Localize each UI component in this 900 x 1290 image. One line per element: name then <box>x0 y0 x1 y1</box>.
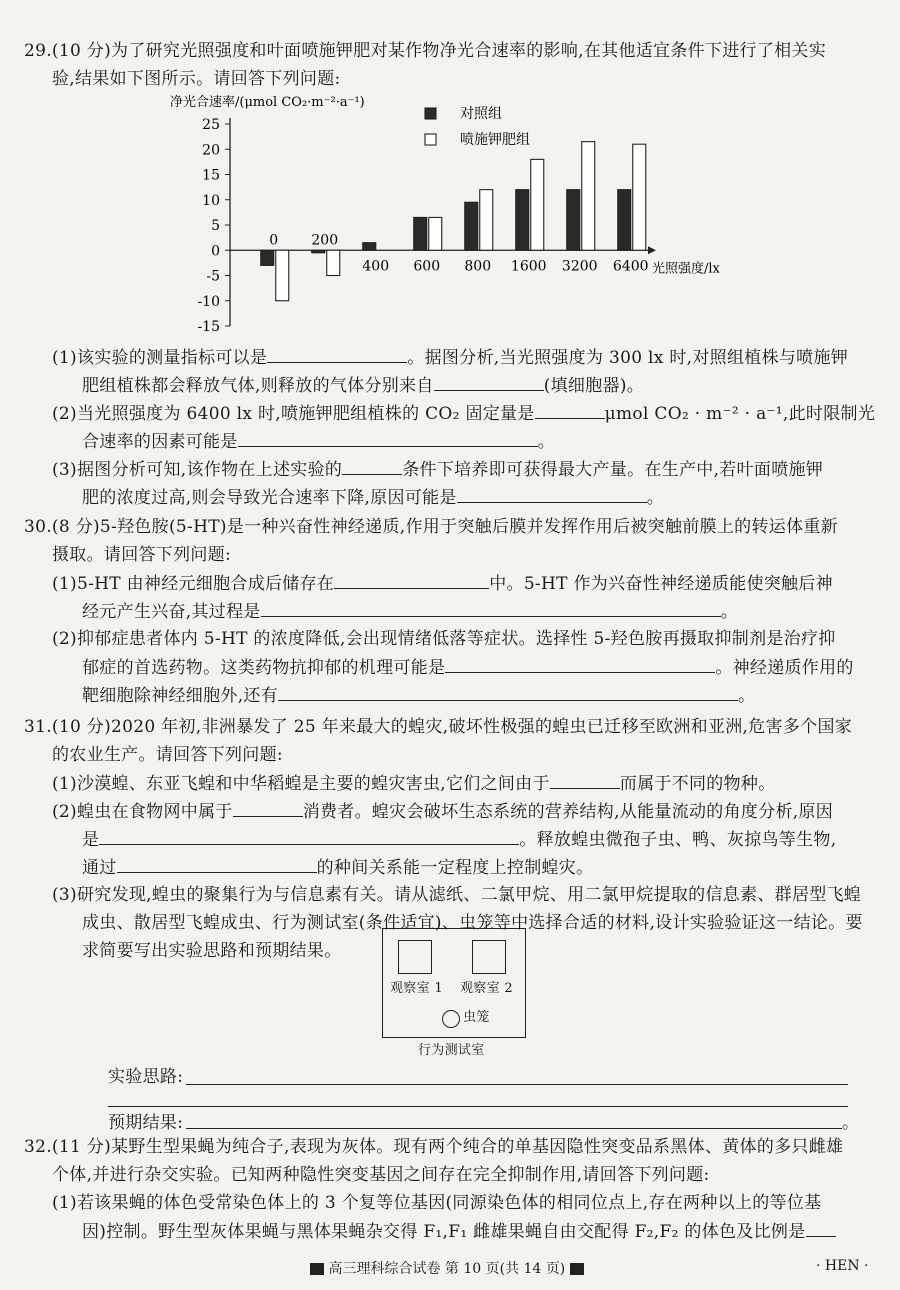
answer-blank-relation[interactable] <box>117 856 317 873</box>
q31-sub2-text-c: 是 <box>82 830 100 850</box>
q31-line1: 31.(10 分)2020 年初,非洲暴发了 25 年来最大的蝗灾,破坏性极强的蝗虫已迁移至欧洲和亚洲,危害多个国家 <box>24 717 853 737</box>
q31-sub2-text-d: 。释放蝗虫微孢子虫、鸭、灰掠鸟等生物, <box>519 830 837 850</box>
bar-control-200 <box>312 250 325 253</box>
q29-sub3-text-c: 肥的浓度过高,则会导致光合速率下降,原因可能是 <box>82 488 457 508</box>
x-category-label: 200 <box>311 232 339 249</box>
q31-sub1-text-b: 而属于不同的物种。 <box>619 774 776 794</box>
q30-sub1-line1 <box>52 572 833 595</box>
observation-room-2-box <box>472 940 506 974</box>
observation-room-2-label: 观察室 2 <box>460 981 513 996</box>
q30-sub2-text-c: 。神经递质作用的 <box>715 658 854 678</box>
q29-sub2-text-c: 合速率的因素可能是 <box>82 432 238 452</box>
x-category-label: 600 <box>413 258 441 275</box>
q29-sub1-line1 <box>52 346 848 369</box>
y-tick-label: 15 <box>202 167 220 184</box>
legend-label-1: 喷施钾肥组 <box>460 132 530 148</box>
q30-sub2-line2 <box>82 656 854 679</box>
observation-room-1-box <box>398 940 432 974</box>
bar-control-800 <box>465 202 478 250</box>
q30-sub1-text-d: 。 <box>720 602 739 622</box>
answer-line-idea-1[interactable] <box>186 1084 848 1085</box>
bar-control-1600 <box>516 190 529 251</box>
answer-line-result[interactable] <box>186 1128 842 1129</box>
bar-potash-600 <box>429 217 442 250</box>
answer-blank-mechanism[interactable] <box>445 656 715 673</box>
q32-line2: 个体,并进行杂交实验。已知两种隐性突变基因之间存在完全抑制作用,请回答下列问题: <box>52 1165 710 1185</box>
q32-sub1-text-b: 因)控制。野生型灰体果蝇与黑体果蝇杂交得 F₁,F₁ 雌雄果蝇自由交配得 F₂,F₂ 的体色及比例是 <box>82 1222 806 1242</box>
footer-right-mark-icon <box>570 1263 584 1275</box>
q31-sub1-line1 <box>52 772 776 795</box>
bar-potash-200 <box>327 250 340 275</box>
x-category-label: 0 <box>269 232 279 249</box>
q30-sub1-text-b: 中。5-HT 作为兴奋性神经递质能使突触后神 <box>489 574 833 594</box>
q30-sub1-text-c: 经元产生兴奋,其过程是 <box>82 602 261 622</box>
answer-line-idea-2[interactable] <box>108 1106 848 1107</box>
bar-chart <box>160 90 720 340</box>
answer-blank-reason[interactable] <box>457 486 647 503</box>
q29-sub1-text-b: 。据图分析,当光照强度为 300 lx 时,对照组植株与喷施钾 <box>407 348 849 368</box>
q30-line2: 摄取。请回答下列问题: <box>52 545 232 565</box>
x-axis-label: 光照强度/lx <box>652 261 720 277</box>
q29-sub3-line2 <box>82 486 664 509</box>
q30-sub2-line3 <box>82 684 755 707</box>
q30-sub1-text-a: (1)5-HT 由神经元细胞合成后储存在 <box>52 574 335 594</box>
y-tick-label: -5 <box>206 268 220 285</box>
page-footer <box>310 1258 584 1278</box>
q31-sub1-text-a: (1)沙漠蝗、东亚飞蝗和中华稻蝗是主要的蝗灾害虫,它们之间由于 <box>52 774 550 794</box>
test-room-caption: 行为测试室 <box>418 1043 485 1058</box>
q30-sub2-text-e: 。 <box>738 686 756 706</box>
q30-sub1-line2 <box>82 600 738 623</box>
q30-line1: 30.(8 分)5-羟色胺(5-HT)是一种兴奋性神经递质,作用于突触后膜并发挥作用后被突触前膜上的转运体重新 <box>24 517 838 537</box>
legend-swatch-0 <box>425 108 436 119</box>
q29-sub2-text-b: μmol CO₂ · m⁻² · a⁻¹,此时限制光 <box>604 404 876 424</box>
x-category-label: 6400 <box>612 258 649 275</box>
q31-sub2-text-a: (2)蝗虫在食物网中属于 <box>52 802 233 822</box>
q29-sub2-line2 <box>82 430 555 453</box>
q29-sub3-text-a: (3)据图分析可知,该作物在上述实验的 <box>52 460 343 480</box>
y-tick-label: 25 <box>202 117 220 133</box>
cage-circle <box>442 1010 460 1028</box>
q31-sub3-line3: 求简要写出实验思路和预期结果。 <box>82 941 342 961</box>
answer-blank-co2[interactable] <box>535 402 605 419</box>
q29-sub2-text-d: 。 <box>537 432 556 452</box>
x-category-label: 400 <box>362 258 390 275</box>
q31-sub2-text-f: 的种间关系能一定程度上控制蝗灾。 <box>316 858 594 878</box>
answer-blank-energy[interactable] <box>99 828 519 845</box>
q32-line1: 32.(11 分)某野生型果蝇为纯合子,表现为灰体。现有两个纯合的单基因隐性突变品系黑体、黄体的多只雌雄 <box>24 1137 844 1157</box>
q29-sub3-text-d: 。 <box>646 488 665 508</box>
result-end-dot: 。 <box>842 1113 860 1133</box>
q31-sub3-line1: (3)研究发现,蝗虫的聚集行为与信息素有关。请从滤纸、二氯甲烷、用二氯甲烷提取的信息素、群居型飞蝗 <box>52 885 862 905</box>
answer-blank-measure[interactable] <box>267 346 407 363</box>
answer-blank-limit[interactable] <box>238 430 538 447</box>
answer-blank-condition[interactable] <box>342 458 402 475</box>
y-tick-label: 0 <box>211 243 220 260</box>
bar-control-400 <box>363 243 376 251</box>
experiment-idea-label: 实验思路: <box>108 1067 184 1087</box>
q31-sub2-line1 <box>52 800 833 823</box>
q29-sub1-text-d: (填细胞器)。 <box>543 376 645 396</box>
legend-swatch-1 <box>425 134 436 145</box>
q31-sub2-line3 <box>82 856 593 879</box>
y-tick-label: -10 <box>197 293 220 310</box>
answer-blank-organelle[interactable] <box>434 374 544 391</box>
q29-sub3-line1 <box>52 458 823 481</box>
q29-sub1-line2 <box>82 374 644 397</box>
bar-potash-6400 <box>633 144 646 250</box>
footer-code: · HEN · <box>816 1258 869 1274</box>
q29-sub2-text-a: (2)当光照强度为 6400 lx 时,喷施钾肥组植株的 CO₂ 固定量是 <box>52 404 535 424</box>
q29-sub1-text-c: 肥组植株都会释放气体,则释放的气体分别来自 <box>82 376 434 396</box>
bar-control-6400 <box>618 190 631 251</box>
x-axis-arrow-icon <box>648 246 656 254</box>
bar-potash-1600 <box>531 159 544 250</box>
bar-control-600 <box>414 217 427 250</box>
answer-blank-consumer[interactable] <box>233 800 303 817</box>
bar-potash-3200 <box>582 142 595 251</box>
bar-control-3200 <box>567 190 580 251</box>
footer-left-mark-icon <box>310 1263 324 1275</box>
q31-sub3-line2: 成虫、散居型飞蝗成虫、行为测试室(条件适宜)、虫笼等中选择合适的材料,设计实验验证这一结论。要 <box>82 913 863 933</box>
y-tick-label: 20 <box>202 142 220 159</box>
answer-blank-ratio[interactable] <box>806 1220 836 1237</box>
q31-sub2-line2 <box>82 828 836 851</box>
q31-line2: 的农业生产。请回答下列问题: <box>52 745 283 765</box>
answer-blank-process[interactable] <box>261 600 721 617</box>
q32-sub1-line1: (1)若该果蝇的体色受常染色体上的 3 个复等位基因(同源染色体的相同位点上,存在两种以上的等位基 <box>52 1193 822 1213</box>
x-category-label: 1600 <box>510 258 547 275</box>
x-category-label: 3200 <box>561 258 598 275</box>
q30-sub2-line1: (2)抑郁症患者体内 5-HT 的浓度降低,会出现情绪低落等症状。选择性 5-羟色胺再摄取抑制剂是治疗抑 <box>52 629 836 649</box>
y-tick-label: 10 <box>202 192 220 209</box>
y-tick-label: -15 <box>197 319 220 335</box>
q29-line2: 验,结果如下图所示。请回答下列问题: <box>52 69 341 89</box>
cage-label: 虫笼 <box>463 1010 490 1025</box>
q31-sub2-text-b: 消费者。蝗灾会破坏生态系统的营养结构,从能量流动的角度分析,原因 <box>302 802 834 822</box>
q29-sub2-line1 <box>52 402 875 425</box>
y-tick-label: 5 <box>211 218 220 234</box>
chart-ylabel: 净光合速率/(μmol CO₂·m⁻²·a⁻¹) <box>170 95 365 110</box>
footer-page-info: 高三理科综合试卷 第 10 页(共 14 页) <box>328 1261 566 1277</box>
answer-blank-storage[interactable] <box>334 572 489 589</box>
answer-blank-isolation[interactable] <box>550 772 620 789</box>
q29-sub1-text-a: (1)该实验的测量指标可以是 <box>52 348 268 368</box>
bar-potash-0 <box>276 250 289 301</box>
answer-blank-target[interactable] <box>278 684 738 701</box>
q30-sub2-text-b: 郁症的首选药物。这类药物抗抑郁的机理可能是 <box>82 658 446 678</box>
observation-room-1-label: 观察室 1 <box>390 981 443 996</box>
q29-sub3-text-b: 条件下培养即可获得最大产量。在生产中,若叶面喷施钾 <box>402 460 824 480</box>
q31-sub2-text-e: 通过 <box>82 858 117 878</box>
q30-sub2-text-d: 靶细胞除神经细胞外,还有 <box>82 686 279 706</box>
bar-potash-800 <box>480 190 493 251</box>
q29-line1: 29.(10 分)为了研究光照强度和叶面喷施钾肥对某作物净光合速率的影响,在其他适宜条件下进行了相关实 <box>24 41 827 61</box>
q32-sub1-line2 <box>82 1220 836 1243</box>
legend-label-0: 对照组 <box>460 106 502 122</box>
expected-result-label: 预期结果: <box>108 1113 184 1133</box>
x-category-label: 800 <box>464 258 492 275</box>
bar-control-0 <box>261 250 274 265</box>
